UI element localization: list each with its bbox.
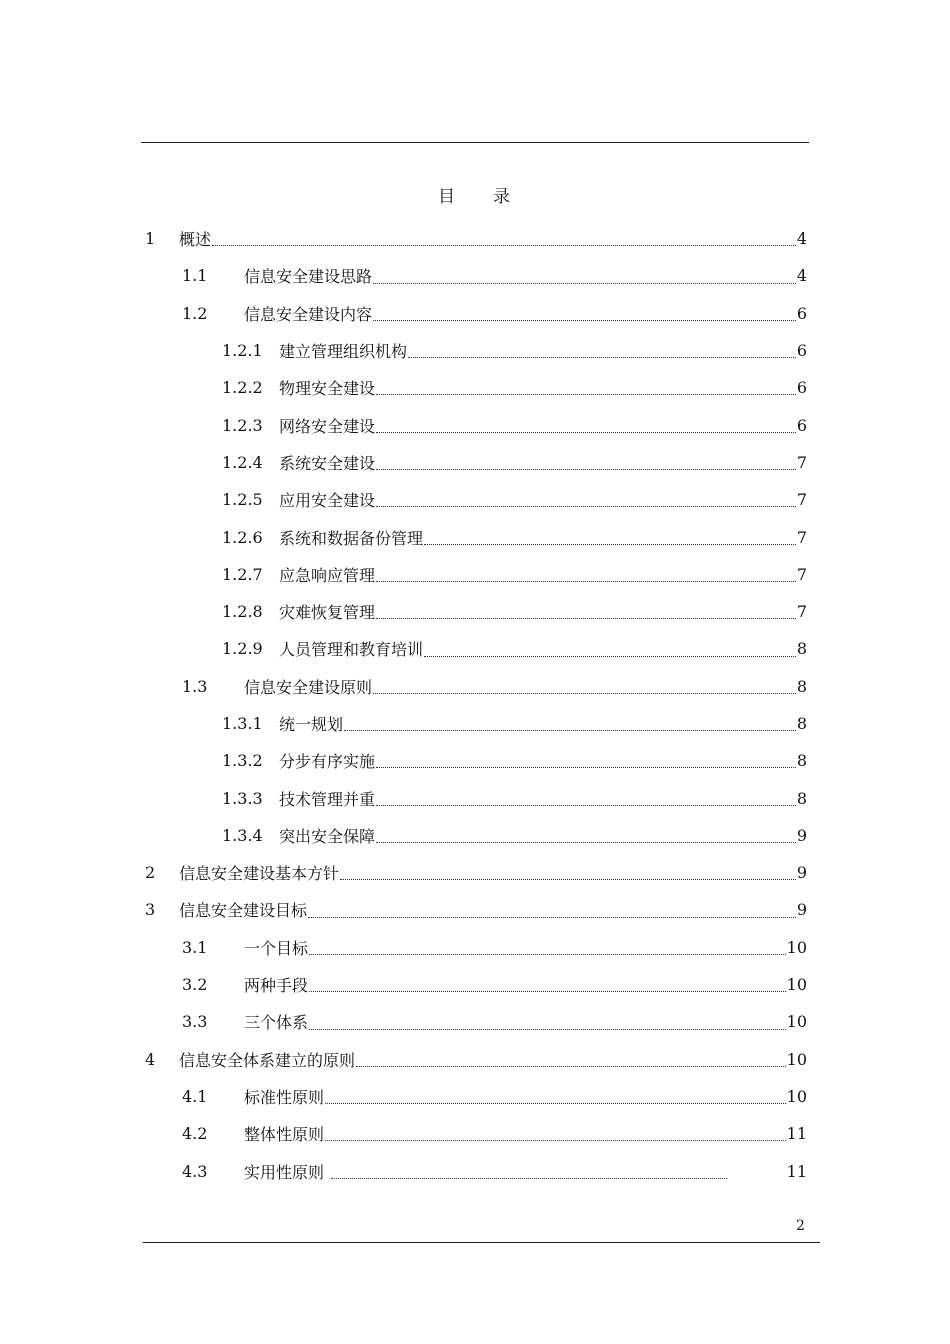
toc-entry[interactable] xyxy=(145,1115,807,1152)
toc-entry-page: 4 xyxy=(796,229,807,249)
toc-entry-page: 6 xyxy=(796,303,807,323)
toc-dot-leader xyxy=(309,953,786,955)
toc-entry-number: 1.2.8 xyxy=(222,602,263,622)
toc-entry[interactable] xyxy=(145,1041,807,1078)
toc-entry-title: 两种手段 xyxy=(244,976,309,996)
toc-entry-number: 1.1 xyxy=(182,266,208,286)
toc-entry-page: 4 xyxy=(796,266,807,286)
toc-entry-title: 灾难恢复管理 xyxy=(279,603,376,623)
toc-entry-title: 技术管理并重 xyxy=(279,789,376,809)
toc-dot-leader xyxy=(376,505,796,507)
toc-dot-leader xyxy=(424,655,796,657)
toc-title-part: 目 xyxy=(438,187,457,207)
toc-entry-title: 信息安全建设内容 xyxy=(244,304,373,324)
toc-entry-title: 应用安全建设 xyxy=(279,491,376,511)
toc-entry-title: 系统安全建设 xyxy=(279,453,376,473)
toc-entry-number: 1.2.6 xyxy=(222,527,263,547)
toc-dot-leader xyxy=(408,356,796,358)
header-rule xyxy=(141,142,809,143)
toc-entry-page: 8 xyxy=(796,639,807,659)
toc-entry-page: 8 xyxy=(796,788,807,808)
toc-entry-page: 9 xyxy=(796,863,807,883)
toc-dot-leader xyxy=(344,729,796,731)
toc-entry[interactable] xyxy=(145,1078,807,1115)
toc-dot-leader xyxy=(340,878,796,880)
toc-entry[interactable] xyxy=(145,332,807,369)
toc-entry[interactable] xyxy=(145,742,807,779)
toc-dot-leader xyxy=(376,468,796,470)
toc-dot-leader xyxy=(325,1102,786,1104)
toc-entry-number: 4.1 xyxy=(182,1086,208,1106)
toc-entry-page: 6 xyxy=(796,378,807,398)
toc-entry[interactable] xyxy=(145,817,807,854)
toc-entry[interactable] xyxy=(145,220,807,257)
toc-entry-number: 1.2.9 xyxy=(222,639,263,659)
toc-dot-leader xyxy=(376,431,796,433)
toc-entry-title: 突出安全保障 xyxy=(279,826,376,846)
toc-entry[interactable] xyxy=(145,481,807,518)
toc-entry-page: 7 xyxy=(796,602,807,622)
toc-dot-leader xyxy=(376,617,796,619)
toc-entry[interactable] xyxy=(145,369,807,406)
toc-entry-page: 11 xyxy=(786,1124,807,1144)
toc-list xyxy=(145,220,807,1190)
toc-entry[interactable] xyxy=(145,779,807,816)
toc-entry-number: 3 xyxy=(145,900,156,920)
toc-dot-leader xyxy=(424,543,796,545)
toc-dot-leader xyxy=(212,244,796,246)
toc-entry-title: 信息安全建设基本方针 xyxy=(179,864,340,884)
toc-dot-leader xyxy=(376,804,796,806)
toc-dot-leader xyxy=(356,1065,786,1067)
toc-entry-title: 物理安全建设 xyxy=(279,379,376,399)
toc-dot-leader xyxy=(309,990,786,992)
toc-entry[interactable] xyxy=(145,518,807,555)
toc-entry-number: 1.3.3 xyxy=(222,788,263,808)
toc-entry-page: 10 xyxy=(786,975,807,995)
toc-entry-number: 1.2 xyxy=(182,303,208,323)
toc-entry[interactable] xyxy=(145,406,807,443)
toc-entry-number: 1.3 xyxy=(182,676,208,696)
toc-dot-leader xyxy=(373,692,796,694)
toc-entry-page: 7 xyxy=(796,527,807,547)
toc-entry[interactable] xyxy=(145,891,807,928)
toc-entry-number: 1.2.2 xyxy=(222,378,263,398)
toc-dot-leader xyxy=(325,1139,786,1141)
toc-dot-leader xyxy=(376,766,796,768)
toc-entry-number: 1.2.5 xyxy=(222,490,263,510)
toc-entry-page: 6 xyxy=(796,341,807,361)
toc-entry-number: 3.3 xyxy=(182,1012,208,1032)
toc-entry-number: 4.2 xyxy=(182,1124,208,1144)
toc-entry-title: 网络安全建设 xyxy=(279,416,376,436)
toc-entry-page: 9 xyxy=(796,900,807,920)
toc-entry-number: 1.3.4 xyxy=(222,825,263,845)
toc-entry-title: 概述 xyxy=(179,230,212,250)
toc-entry[interactable] xyxy=(145,556,807,593)
toc-title-part: 录 xyxy=(493,187,512,207)
toc-entry-title: 整体性原则 xyxy=(244,1125,325,1145)
toc-dot-leader xyxy=(309,1028,786,1030)
toc-entry-title: 建立管理组织机构 xyxy=(279,342,408,362)
toc-entry-title: 实用性原则 xyxy=(244,1162,325,1182)
toc-entry[interactable] xyxy=(145,295,807,332)
toc-entry-page: 8 xyxy=(796,751,807,771)
toc-entry-page: 10 xyxy=(786,1012,807,1032)
toc-entry-number: 3.1 xyxy=(182,937,208,957)
toc-entry-number: 1.2.4 xyxy=(222,452,263,472)
toc-entry-page: 7 xyxy=(796,490,807,510)
toc-entry-page: 8 xyxy=(796,714,807,733)
toc-entry-title: 一个目标 xyxy=(244,938,309,958)
toc-entry[interactable] xyxy=(145,668,807,705)
toc-entry-title: 分步有序实施 xyxy=(279,752,376,772)
toc-entry-number: 1.2.7 xyxy=(222,564,263,584)
toc-entry-page: 7 xyxy=(796,564,807,584)
toc-dot-leader xyxy=(373,282,796,284)
toc-entry-number: 1 xyxy=(145,229,156,249)
toc-entry-title: 标准性原则 xyxy=(244,1087,325,1107)
toc-entry-title: 应急响应管理 xyxy=(279,565,376,585)
toc-entry[interactable] xyxy=(145,1003,807,1040)
toc-entry-number: 1.2.1 xyxy=(222,341,263,361)
toc-entry-page: 11 xyxy=(786,1161,807,1181)
toc-entry-title: 统一规划 xyxy=(279,715,344,734)
toc-entry[interactable] xyxy=(145,1152,807,1189)
toc-entry[interactable] xyxy=(145,593,807,630)
toc-entry-title: 信息安全建设目标 xyxy=(179,901,308,921)
toc-entry[interactable] xyxy=(145,705,807,742)
toc-entry-number: 1.2.3 xyxy=(222,415,263,435)
toc-entry-number: 1.3.1 xyxy=(222,714,263,733)
footer-rule xyxy=(143,1242,820,1243)
toc-dot-leader xyxy=(376,393,796,395)
toc-dot-leader xyxy=(331,1177,727,1179)
toc-entry-page: 7 xyxy=(796,452,807,472)
toc-entry-page: 10 xyxy=(786,937,807,957)
toc-entry[interactable] xyxy=(145,630,807,667)
toc-title xyxy=(0,182,950,207)
toc-entry-number: 4.3 xyxy=(182,1161,208,1181)
toc-entry-title: 系统和数据备份管理 xyxy=(279,528,424,548)
toc-entry[interactable] xyxy=(145,444,807,481)
toc-entry[interactable] xyxy=(145,854,807,891)
toc-entry-number: 3.2 xyxy=(182,975,208,995)
toc-entry-page: 10 xyxy=(786,1086,807,1106)
toc-entry-number: 4 xyxy=(145,1049,156,1069)
toc-entry[interactable] xyxy=(145,966,807,1003)
toc-entry-page: 10 xyxy=(786,1049,807,1069)
toc-entry-title: 三个体系 xyxy=(244,1013,309,1033)
toc-dot-leader xyxy=(376,580,796,582)
toc-dot-leader xyxy=(376,841,796,843)
toc-entry-title: 信息安全建设原则 xyxy=(244,677,373,697)
toc-entry[interactable] xyxy=(145,929,807,966)
toc-entry-title: 信息安全体系建立的原则 xyxy=(179,1050,356,1070)
page-number: 2 xyxy=(796,1218,805,1234)
toc-dot-leader xyxy=(308,916,796,918)
toc-entry-page: 8 xyxy=(796,676,807,696)
toc-entry-title: 信息安全建设思路 xyxy=(244,267,373,287)
toc-dot-leader xyxy=(373,319,796,321)
toc-entry[interactable] xyxy=(145,257,807,294)
toc-entry-number: 2 xyxy=(145,863,156,883)
toc-entry-title: 人员管理和教育培训 xyxy=(279,640,424,660)
toc-entry-page: 6 xyxy=(796,415,807,435)
toc-entry-page: 9 xyxy=(796,825,807,845)
toc-entry-number: 1.3.2 xyxy=(222,751,263,771)
